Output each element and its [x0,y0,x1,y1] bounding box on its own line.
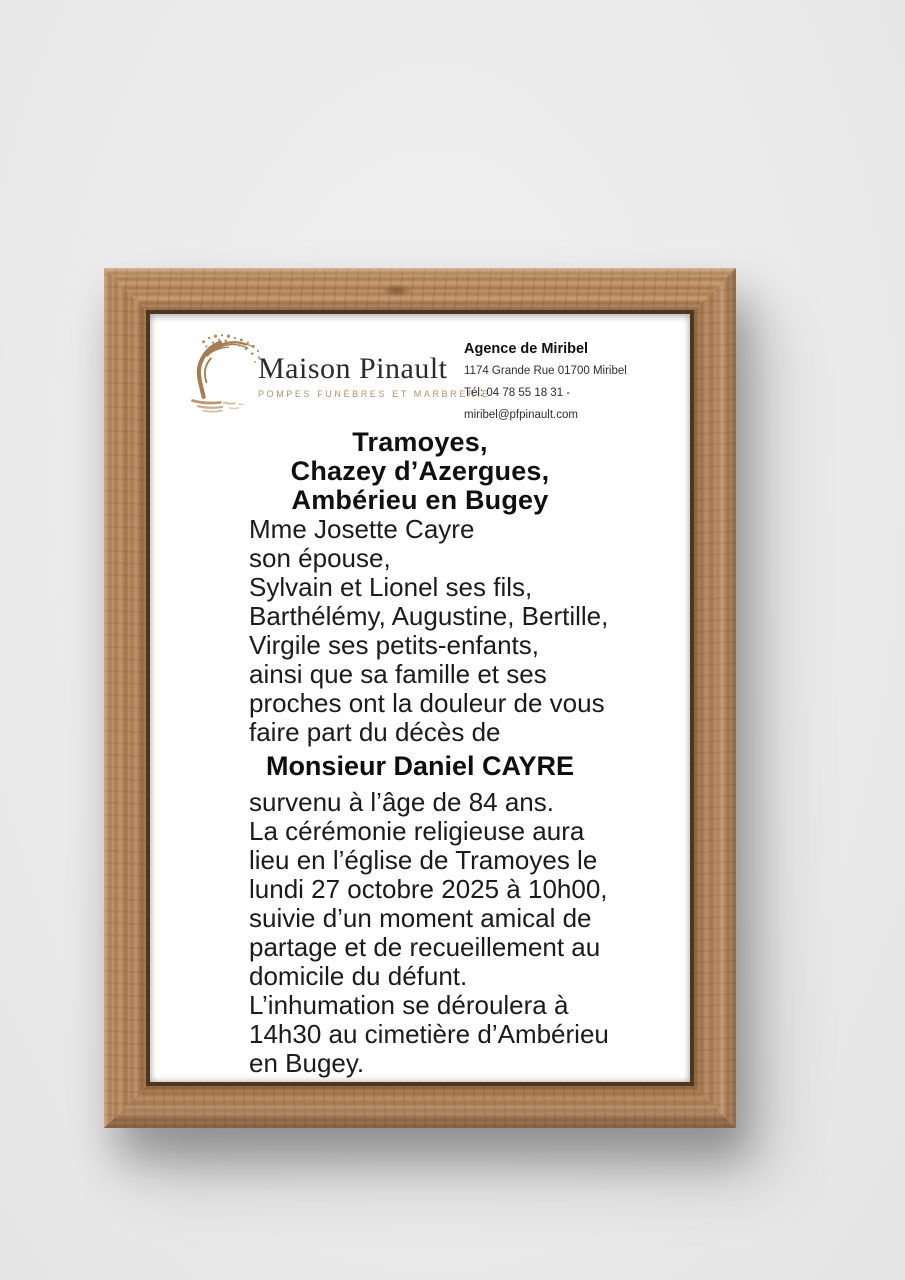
family-line: faire part du décès de [249,717,501,747]
agency-address: 1174 Grande Rue 01700 Miribel [464,365,627,377]
frame-bottom-bar [104,1082,736,1128]
family-line: proches ont la douleur de vous [249,688,605,718]
family-line: Mme Josette Cayre [249,514,475,544]
detail-line: lieu en l’église de Tramoyes le [249,845,598,875]
brand-logo [176,326,491,420]
detail-line: L’inhumation se déroulera à [249,990,569,1020]
tree-icon [176,326,268,420]
obituary-content [150,314,690,1082]
family-line: Sylvain et Lionel ses fils, [249,572,533,602]
notice-title [174,428,666,515]
frame-left-bar [104,268,150,1128]
brand-name: Maison Pinault [258,352,448,385]
detail-line: suivie d’un moment amical de [249,903,592,933]
brand-tagline: POMPES FUNÈBRES ET MARBRERIE [258,389,491,399]
photo-frame [104,268,736,1128]
deceased-name: Monsieur Daniel CAYRE [265,751,575,781]
detail-line: en Bugey. [249,1048,365,1078]
letterhead [174,324,666,420]
notice-body [174,515,666,1078]
agency-name: Agence de Miribel [464,341,589,357]
frame-top-bar [104,268,736,314]
family-line: son épouse, [249,543,391,573]
title-line: Ambérieu en Bugey [291,485,549,515]
obituary-paper [150,314,690,1082]
agency-contact: Tél: 04 78 55 18 31 - miribel@pfpinault.com [464,387,578,421]
detail-line: lundi 27 octobre 2025 à 10h00, [249,874,608,904]
title-line: Tramoyes, [352,427,488,457]
brand-text [258,352,491,399]
detail-line: domicile du défunt. [249,961,468,991]
family-line: ainsi que sa famille et ses [249,659,547,689]
title-line: Chazey d’Azergues, [290,456,550,486]
agency-info [464,338,666,426]
detail-line: 14h30 au cimetière d’Ambérieu [249,1019,609,1049]
detail-line: partage et de recueillement au [249,932,601,962]
family-line: Virgile ses petits-enfants, [249,630,539,660]
frame-right-bar [690,268,736,1128]
detail-line: survenu à l’âge de 84 ans. [249,787,554,817]
family-line: Barthélémy, Augustine, Bertille, [249,601,609,631]
detail-line: La cérémonie religieuse aura [249,816,585,846]
